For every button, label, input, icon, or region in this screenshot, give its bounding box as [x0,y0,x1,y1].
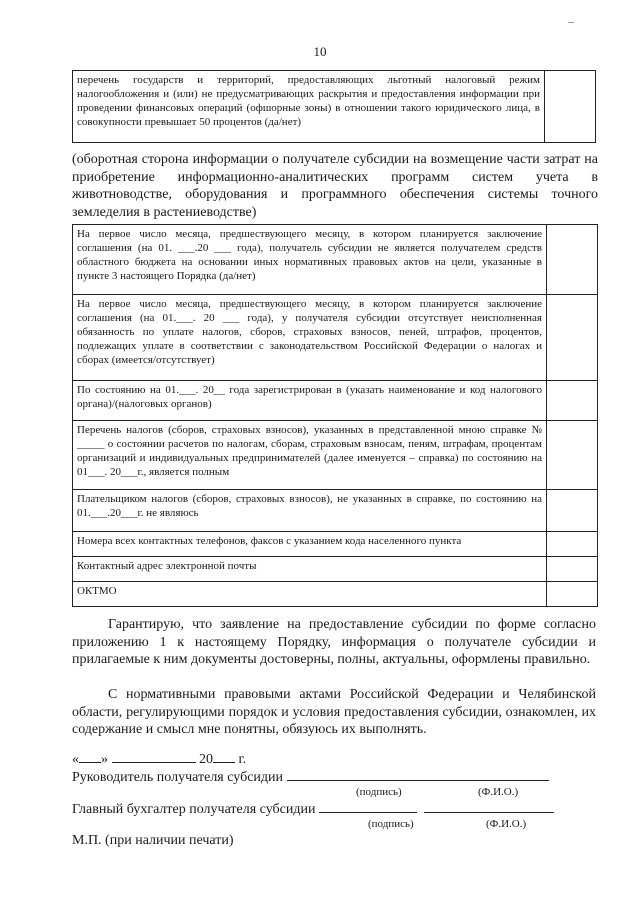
row-text: На первое число месяца, предшествующего месяцу, в котором планируется заключение соглашения (на 01. ___.20 ___ года), получатель субсидии не является получателем средств областного бюджета на основании иных нормативных правовых актов на цели, указанные в пункте 3 настоящего Порядка (да/нет) [73,225,547,295]
info-table [72,224,598,607]
guarantee-paragraph: Гарантирую, что заявление на предоставление субсидии по форме согласно приложению 1 к настоящему Порядку, информация о получателе субсидии и прилагаемые к ним документы достоверны, полны, актуальны, оформлены правильно. [72,617,596,667]
row-text: На первое число месяца, предшествующего месяцу, в котором планируется заключение соглашения (на 01.___. 20 ___ года), у получателя субсидии отсутствует неисполненная обязанность по уплате налогов, сборов, страховых взносов, пеней, штрафов, процентов, подлежащих уплате в соответствии с законодательством Российской Федерации о налогах и сборах (имеется/отсутствует) [73,295,547,381]
answer-cell[interactable] [547,490,598,532]
table-row [73,381,598,421]
scan-mark [568,22,574,23]
row-text: Перечень налогов (сборов, страховых взносов), указанных в представленной мною справке № _____ о состоянии расчетов по налогам, сборам, страховым взносам, пеням, штрафам, процентам организаций и индивидуальных предпринимателей (далее именуется – справка) по состоянию на 01___. 20___г., является полным [73,421,547,490]
table-row [73,582,598,607]
date-quote-open: « [72,752,79,767]
answer-cell[interactable] [547,532,598,557]
acknowledgement-paragraph: С нормативными правовыми актами Российской Федерации и Челябинской области, регулирующими порядок и условия предоставления субсидии, ознакомлен, их содержание и смысл мне понятны, обязуюсь их выполнять. [72,687,596,737]
table-row [73,295,598,381]
accountant-fio-hint: (Ф.И.О.) [486,818,527,830]
accountant-signature-hint: (подпись) [368,818,414,830]
head-signature-blank[interactable] [287,768,549,781]
accountant-signature-line [72,800,554,818]
stamp-note: М.П. (при наличии печати) [72,833,234,848]
answer-cell[interactable] [547,421,598,490]
accountant-fio-blank[interactable] [424,800,554,813]
answer-cell[interactable] [547,295,598,381]
answer-cell[interactable] [547,557,598,582]
answer-cell[interactable] [545,71,596,143]
accountant-signature-blank[interactable] [319,800,417,813]
form-caption: (оборотная сторона информации о получателе субсидии на возмещение части затрат на приобретение информационно-аналитических программ систем учета в животноводстве, оборудования и программного обеспечения системы точного земледелия в растениеводстве) [72,152,598,220]
answer-cell[interactable] [547,381,598,421]
month-blank[interactable] [112,750,196,763]
accountant-label: Главный бухгалтер получателя субсидии [72,802,316,817]
date-line [72,750,246,768]
head-label: Руководитель получателя субсидии [72,770,284,785]
page-number: 10 [313,44,327,59]
table-row [73,225,598,295]
date-quote-close: » [101,752,108,767]
table-row [73,532,598,557]
row-text: По состоянию на 01.___. 20__ года зарегистрирован в (указать наименование и код налогового органа)/(налоговых органов) [73,381,547,421]
day-blank[interactable] [79,750,101,763]
table-row [73,490,598,532]
row-text: Контактный адрес электронной почты [73,557,547,582]
head-signature-line [72,768,549,786]
year-blank[interactable] [213,750,235,763]
row-text: Номера всех контактных телефонов, факсов с указанием кода населенного пункта [73,532,547,557]
answer-cell[interactable] [547,225,598,295]
head-signature-hint: (подпись) [356,786,402,798]
answer-cell[interactable] [547,582,598,607]
table-row [73,71,596,143]
row-text: Плательщиком налогов (сборов, страховых взносов), не указанных в справке, по состоянию на 01.___.20___г. не являюсь [73,490,547,532]
table-row [73,557,598,582]
year-suffix: г. [238,752,247,767]
row-text: ОКТМО [73,582,547,607]
head-fio-hint: (Ф.И.О.) [478,786,519,798]
year-prefix: 20 [199,752,213,767]
top-table [72,70,596,143]
table-row [73,421,598,490]
row-text: перечень государств и территорий, предоставляющих льготный налоговый режим налогообложения и (или) не предусматривающих раскрытия и предоставления информации при проведении финансовых операций (офшорные зоны) в отношении такого юридического лица, в совокупности превышает 50 процентов (да/нет) [73,71,545,143]
